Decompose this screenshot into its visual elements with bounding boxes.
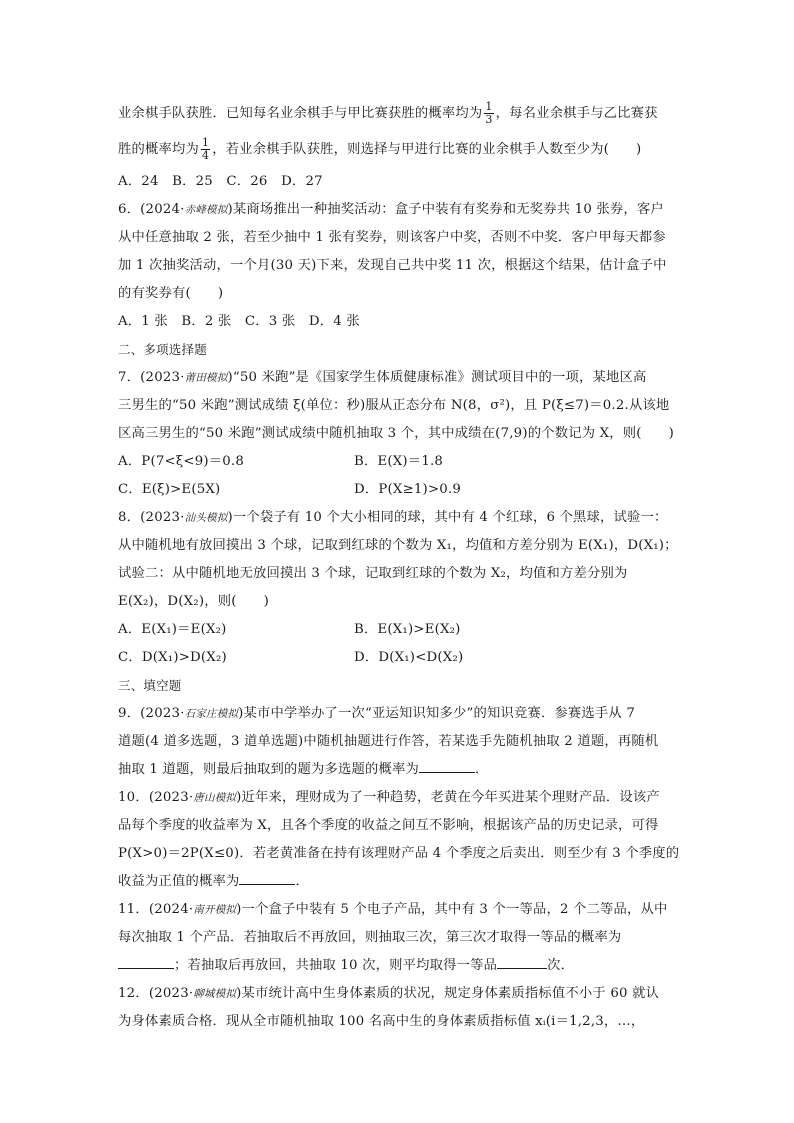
q7-line-3: 区高三男生的“50 米跑”测试成绩中随机抽取 3 个，其中成绩在(7,9)的个数记为 X，则( )	[118, 426, 675, 441]
q11-source: 南开模拟	[193, 904, 237, 916]
q8-options-row-1	[118, 616, 678, 644]
q9-line-1: 9．(2023·石家庄模拟)某市中学举办了一次“亚运知识知多少”的知识竞赛．参赛选手从 7	[118, 706, 636, 721]
q10-source: 唐山模拟	[193, 792, 237, 804]
q8-options-row-2	[118, 644, 678, 672]
q9-line-3: 抽取 1 道题，则最后抽取到的题为多选题的概率为 ．	[118, 756, 678, 784]
q8-line-2: 从中随机地有放回摸出 3 个球，记取到红球的个数为 X₁，均值和方差分别为 E(X₁)，D(X₁)；	[118, 538, 678, 553]
q10-line-3: P(X>0)＝2P(X≤0)．若老黄准备在持有该理财产品 4 个季度之后卖出．则至少有 3 个季度的	[118, 846, 680, 861]
q10-answer-blank[interactable]	[239, 870, 295, 885]
q7-option-c: C．E(ξ)>E(5X)	[118, 482, 221, 497]
q8-option-a: A．E(X₁)＝E(X₂)	[118, 622, 227, 637]
q11-answer-blank-2[interactable]	[497, 954, 547, 969]
section-heading-multiple-choice: 二、多项选择题	[118, 342, 207, 357]
q7-line-2: 三男生的“50 米跑”测试成绩 ξ(单位：秒)服从正态分布 N(8，σ²)，且 P(ξ≤7)＝0.2.从该地	[118, 398, 670, 413]
q8-line-4: E(X₂)，D(X₂)，则( )	[118, 594, 269, 609]
q9-source: 石家庄模拟	[184, 708, 239, 720]
fraction-one-quarter: $\frac{1}{4}$	[201, 136, 210, 162]
q6-line-2: 从中任意抽取 2 张，若至少抽中 1 张有奖券，则该客户中奖，否则不中奖．客户甲每天都参	[118, 230, 666, 245]
section-heading-fill-in: 三、填空题	[118, 678, 182, 693]
q10-line-1: 10．(2023·唐山模拟)近年来，理财成为了一种趋势，老黄在今年买进某个理财产品．设该产	[118, 790, 660, 805]
q6-line-1: 6．(2024·赤峰模拟)某商场推出一种抽奖活动：盒子中装有有奖券和无奖券共 10 张券，客户	[118, 202, 664, 217]
q12-line-2: 为身体素质合格．现从全市随机抽取 100 名高中生的身体素质指标值 xᵢ(i＝1,2,3，…，	[118, 1014, 645, 1029]
q8-line-3: 试验二：从中随机地无放回摸出 3 个球，记取到红球的个数为 X₂，均值和方差分别为	[118, 566, 628, 581]
q8-source: 汕头模拟	[184, 512, 228, 524]
q7-line-1: 7．(2023·莆田模拟)“50 米跑”是《国家学生体质健康标准》测试项目中的一项，某地区高	[118, 370, 647, 385]
q6-line-3: 加 1 次抽奖活动，一个月(30 天)下来，发现自己共中奖 11 次，根据这个结果，估计盒子中	[118, 258, 667, 273]
q9-answer-blank[interactable]	[419, 758, 475, 773]
q5-options: A．24 B．25 C．26 D．27	[118, 174, 323, 189]
q6-line-4: 的有奖券有( )	[118, 286, 224, 301]
q12-line-1: 12．(2023·聊城模拟)某市统计高中生身体素质的状况，规定身体素质指标值不小于 60 就认	[118, 986, 660, 1001]
q7-option-d: D．P(X≥1)>0.9	[354, 482, 462, 497]
q8-option-c: C．D(X₁)>D(X₂)	[118, 650, 227, 665]
q11-line-3: ；若抽取后再放回，共抽取 10 次，则平均取得一等品 次．	[118, 952, 678, 980]
fraction-one-third: $\frac{1}{3}$	[485, 100, 493, 126]
q12-source: 聊城模拟	[193, 988, 237, 1000]
q7-option-b: B．E(X)＝1.8	[354, 454, 444, 469]
q5-line-1: 业余棋手队获胜．已知每名业余棋手与甲比赛获胜的概率均为 $\frac{1}{3}$ ，每名业余棋手与乙比赛获	[118, 100, 658, 126]
q7-options-row-1	[118, 448, 678, 476]
q6-options: A．1 张 B．2 张 C．3 张 D．4 张	[118, 314, 360, 329]
q5-line-2: 胜的概率均为 $\frac{1}{4}$ ，若业余棋手队获胜，则选择与甲进行比赛的业余棋手人数至少为( )	[118, 136, 642, 162]
q11-line-1: 11．(2024·南开模拟)一个盒子中装有 5 个电子产品，其中有 3 个一等品，2 个二等品，从中	[118, 902, 668, 917]
q7-options-row-2	[118, 476, 678, 504]
q6-source: 赤峰模拟	[184, 204, 228, 216]
q11-line-2: 每次抽取 1 个产品．若抽取后不再放回，则抽取三次，第三次才取得一等品的概率为	[118, 930, 622, 945]
q8-option-b: B．E(X₁)>E(X₂)	[354, 622, 461, 637]
q10-line-2: 品每个季度的收益率为 X，且各个季度的收益之间互不影响，根据该产品的历史记录，可得	[118, 818, 659, 833]
q7-source: 莆田模拟	[184, 372, 228, 384]
q7-option-a: A．P(7<ξ<9)＝0.8	[118, 454, 244, 469]
q8-option-d: D．D(X₁)<D(X₂)	[354, 650, 464, 665]
document-body	[118, 96, 678, 1036]
q8-line-1: 8．(2023·汕头模拟)一个袋子有 10 个大小相同的球，其中有 4 个红球，6 个黑球，试验一：	[118, 510, 668, 525]
q9-line-2: 道题(4 道多选题，3 道单选题)中随机抽题进行作答，若某选手先随机抽取 2 道题，再随机	[118, 734, 659, 749]
q11-answer-blank-1[interactable]	[118, 954, 174, 969]
q10-line-4: 收益为正值的概率为 ．	[118, 868, 678, 896]
